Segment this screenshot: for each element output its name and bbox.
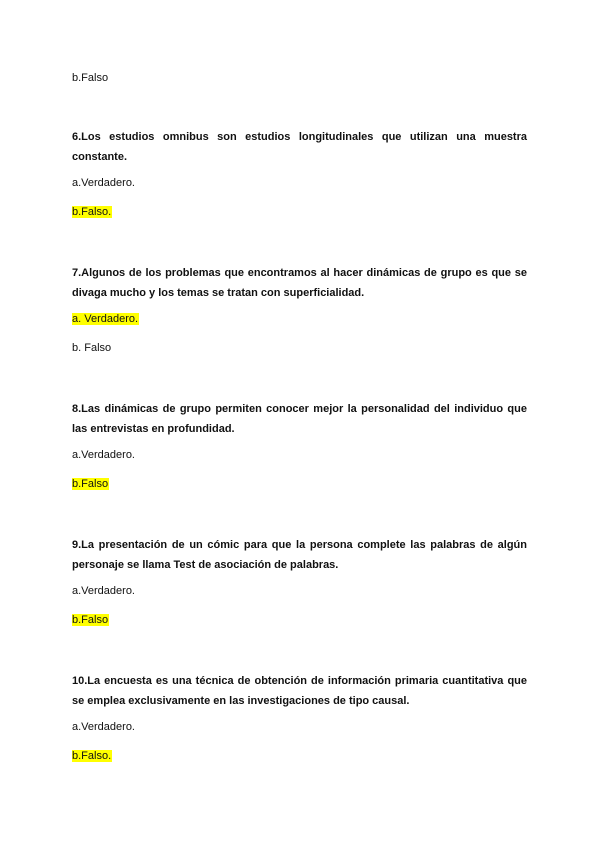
question-text: 9.La presentación de un cómic para que la persona complete las palabras de algún personaje se llama Test de asociación de palabras. [72,539,527,571]
option-text: b. Falso [72,342,112,354]
question-6 [72,127,527,219]
question-text: 10.La encuesta es una técnica de obtención de información primaria cuantitativa que se emplea exclusivamente en las investigaciones de tipo causal. [72,675,527,707]
answer-option-b-highlighted [72,205,527,219]
answer-option-a [72,448,527,462]
question-7 [72,263,527,355]
answer-option-b-highlighted [72,749,527,763]
answer-option-a [72,176,527,190]
answer-option-a [72,720,527,734]
option-text: a.Verdadero. [72,721,135,733]
option-text: b.Falso. [72,750,112,762]
question-8 [72,399,527,491]
option-text: a.Verdadero. [72,585,135,597]
question-10 [72,671,527,763]
option-text: a.Verdadero. [72,177,135,189]
option-text: b.Falso [72,478,109,490]
question-text: 8.Las dinámicas de grupo permiten conocer mejor la personalidad del individuo que las entrevistas en profundidad. [72,403,527,435]
option-text: b.Falso. [72,206,112,218]
option-text: b.Falso [72,72,109,84]
question-text: 7.Algunos de los problemas que encontramos al hacer dinámicas de grupo es que se divaga mucho y los temas se tratan con superficialidad. [72,267,527,299]
answer-option-a-highlighted [72,312,527,326]
option-text: a. Verdadero. [72,313,139,325]
answer-option-b-highlighted [72,477,527,491]
question-text: 6.Los estudios omnibus son estudios longitudinales que utilizan una muestra constante. [72,131,527,163]
answer-option-a [72,584,527,598]
option-text: b.Falso [72,614,109,626]
answer-option-b-highlighted [72,613,527,627]
question-9 [72,535,527,627]
answer-option-b [72,341,527,355]
answer-option-b [72,71,108,85]
option-text: a.Verdadero. [72,449,135,461]
